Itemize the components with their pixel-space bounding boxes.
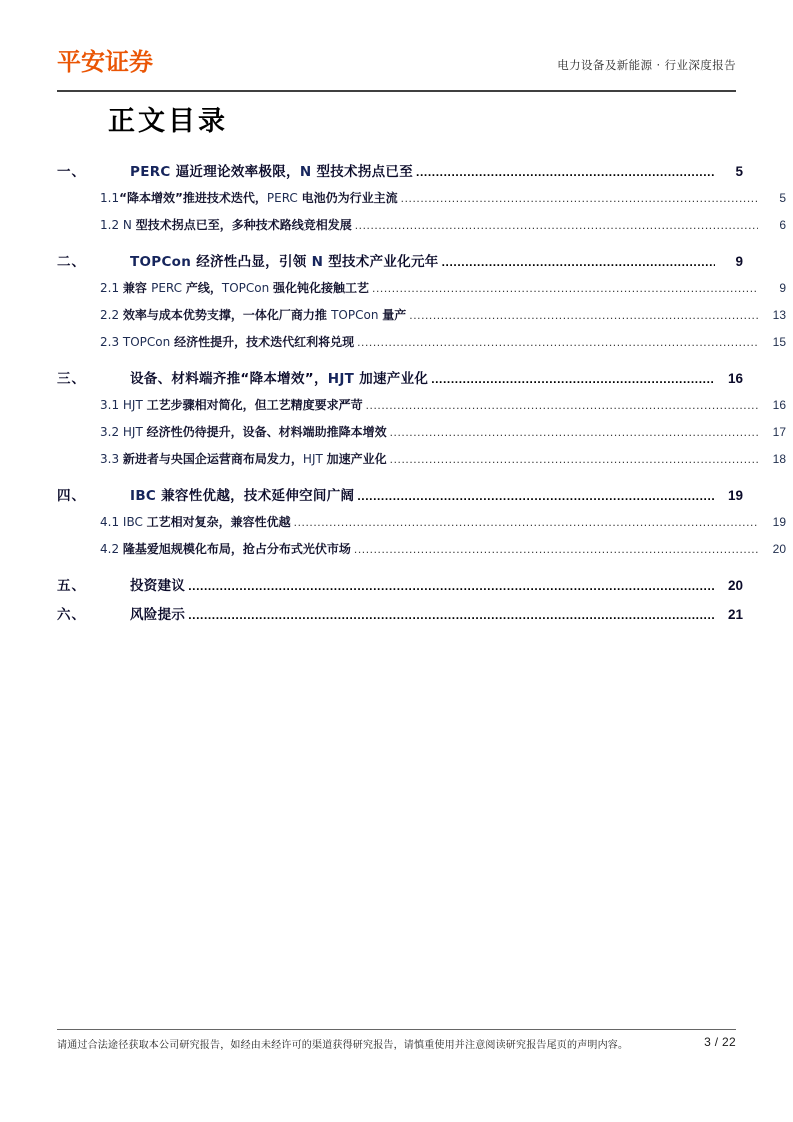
toc-entry-page: 21 bbox=[727, 607, 743, 622]
toc-entry[interactable] bbox=[57, 396, 786, 423]
toc-leader-dots bbox=[372, 282, 758, 294]
toc-leader-dots bbox=[357, 490, 715, 504]
toc-group-gap bbox=[57, 477, 743, 484]
toc-entry[interactable] bbox=[57, 450, 786, 477]
toc-entry-label: PERC 逼近理论效率极限，N 型技术拐点已至 bbox=[130, 164, 414, 180]
toc-entry[interactable] bbox=[57, 160, 743, 189]
toc-entry-page: 15 bbox=[772, 335, 786, 349]
toc-entry[interactable] bbox=[57, 216, 786, 243]
toc-entry-page: 16 bbox=[772, 398, 786, 412]
toc-leader-dots bbox=[355, 219, 758, 231]
page-title: 正文目录 bbox=[108, 106, 228, 137]
toc-entry-page: 13 bbox=[772, 308, 786, 322]
toc-leader-dots bbox=[294, 516, 758, 528]
toc-leader-dots bbox=[188, 580, 715, 594]
toc-entry[interactable] bbox=[57, 574, 743, 603]
toc-entry-label: 设备、材料端齐推“降本增效”，HJT 加速产业化 bbox=[130, 371, 429, 387]
toc-entry-number: 五、 bbox=[57, 578, 86, 593]
footer-divider bbox=[57, 1029, 736, 1030]
toc-entry-page: 19 bbox=[727, 488, 743, 503]
toc-entry-page: 6 bbox=[779, 218, 786, 232]
toc-group-gap bbox=[57, 360, 743, 367]
toc-entry-page: 9 bbox=[779, 281, 786, 295]
brand-logo: 平安证券 bbox=[57, 48, 153, 76]
toc-leader-dots bbox=[431, 373, 715, 387]
toc-leader-dots bbox=[401, 192, 758, 204]
toc-entry-page: 20 bbox=[727, 578, 743, 593]
toc-entry[interactable] bbox=[57, 540, 786, 567]
toc-entry-page: 19 bbox=[772, 515, 786, 529]
footer-disclaimer: 请通过合法途径获取本公司研究报告，如经由未经许可的渠道获得研究报告，请慎重使用并注意阅读研究报告尾页的声明内容。 bbox=[57, 1040, 629, 1051]
toc-group-gap bbox=[57, 243, 743, 250]
header-divider bbox=[57, 90, 736, 92]
toc-leader-dots bbox=[390, 426, 758, 438]
toc-entry[interactable] bbox=[57, 250, 743, 279]
toc-entry-page: 17 bbox=[772, 425, 786, 439]
toc-entry[interactable] bbox=[57, 603, 743, 632]
toc-entry[interactable] bbox=[57, 423, 786, 450]
toc-entry-label: 3.3 新进者与央国企运营商布局发力，HJT 加速产业化 bbox=[100, 452, 387, 466]
toc-entry[interactable] bbox=[57, 189, 786, 216]
toc-entry-page: 18 bbox=[772, 452, 786, 466]
toc-entry-number: 四、 bbox=[57, 488, 86, 503]
toc-entry-label: 1.2 N 型技术拐点已至，多种技术路线竞相发展 bbox=[100, 218, 352, 232]
toc-entry-number: 六、 bbox=[57, 607, 86, 622]
toc-entry-page: 5 bbox=[779, 191, 786, 205]
toc-entry-label: 2.2 效率与成本优势支撑，一体化厂商力推 TOPCon 量产 bbox=[100, 308, 407, 322]
toc-entry[interactable] bbox=[57, 484, 743, 513]
toc-entry-number: 一、 bbox=[57, 164, 86, 179]
toc-entry-label: IBC 兼容性优越，技术延伸空间广阔 bbox=[130, 488, 355, 504]
toc-leader-dots bbox=[357, 336, 758, 348]
toc-entry-label: TOPCon 经济性凸显，引领 N 型技术产业化元年 bbox=[130, 254, 439, 270]
toc-entry-number: 三、 bbox=[57, 371, 86, 386]
toc-entry[interactable] bbox=[57, 333, 786, 360]
toc-entry-label: 3.1 HJT 工艺步骤相对简化，但工艺精度要求严苛 bbox=[100, 398, 363, 412]
toc-leader-dots bbox=[366, 399, 758, 411]
toc-leader-dots bbox=[188, 609, 715, 623]
footer-page-number: 3 / 22 bbox=[704, 1035, 736, 1049]
toc-entry-label: 投资建议 bbox=[130, 578, 186, 594]
toc-entry-label: 2.1 兼容 PERC 产线，TOPCon 强化钝化接触工艺 bbox=[100, 281, 370, 295]
toc-entry[interactable] bbox=[57, 279, 786, 306]
toc-leader-dots bbox=[416, 166, 715, 180]
page-footer bbox=[57, 1036, 736, 1056]
toc-entry-label: 3.2 HJT 经济性仍待提升，设备、材料端助推降本增效 bbox=[100, 425, 387, 439]
toc-entry-page: 16 bbox=[727, 371, 743, 386]
toc-entry-number: 二、 bbox=[57, 254, 86, 269]
toc-group-gap bbox=[57, 567, 743, 574]
toc-entry[interactable] bbox=[57, 306, 786, 333]
toc-entry-label: 1.1“降本增效”推进技术迭代，PERC 电池仍为行业主流 bbox=[100, 191, 398, 205]
toc-entry[interactable] bbox=[57, 513, 786, 540]
toc-entry-label: 4.2 隆基爱旭规模化布局，抢占分布式光伏市场 bbox=[100, 542, 351, 556]
table-of-contents bbox=[57, 160, 786, 632]
toc-leader-dots bbox=[390, 453, 758, 465]
toc-entry-label: 2.3 TOPCon 经济性提升，技术迭代红利将兑现 bbox=[100, 335, 355, 349]
page-header bbox=[57, 44, 736, 88]
toc-entry-page: 20 bbox=[772, 542, 786, 556]
toc-entry-label: 风险提示 bbox=[130, 607, 186, 623]
toc-leader-dots bbox=[442, 256, 715, 270]
toc-entry-page: 5 bbox=[735, 164, 743, 179]
header-subtitle: 电力设备及新能源 · 行业深度报告 bbox=[557, 58, 736, 72]
toc-leader-dots bbox=[409, 309, 758, 321]
toc-entry-label: 4.1 IBC 工艺相对复杂，兼容性优越 bbox=[100, 515, 291, 529]
toc-leader-dots bbox=[354, 543, 758, 555]
toc-entry[interactable] bbox=[57, 367, 743, 396]
toc-entry-page: 9 bbox=[735, 254, 743, 269]
